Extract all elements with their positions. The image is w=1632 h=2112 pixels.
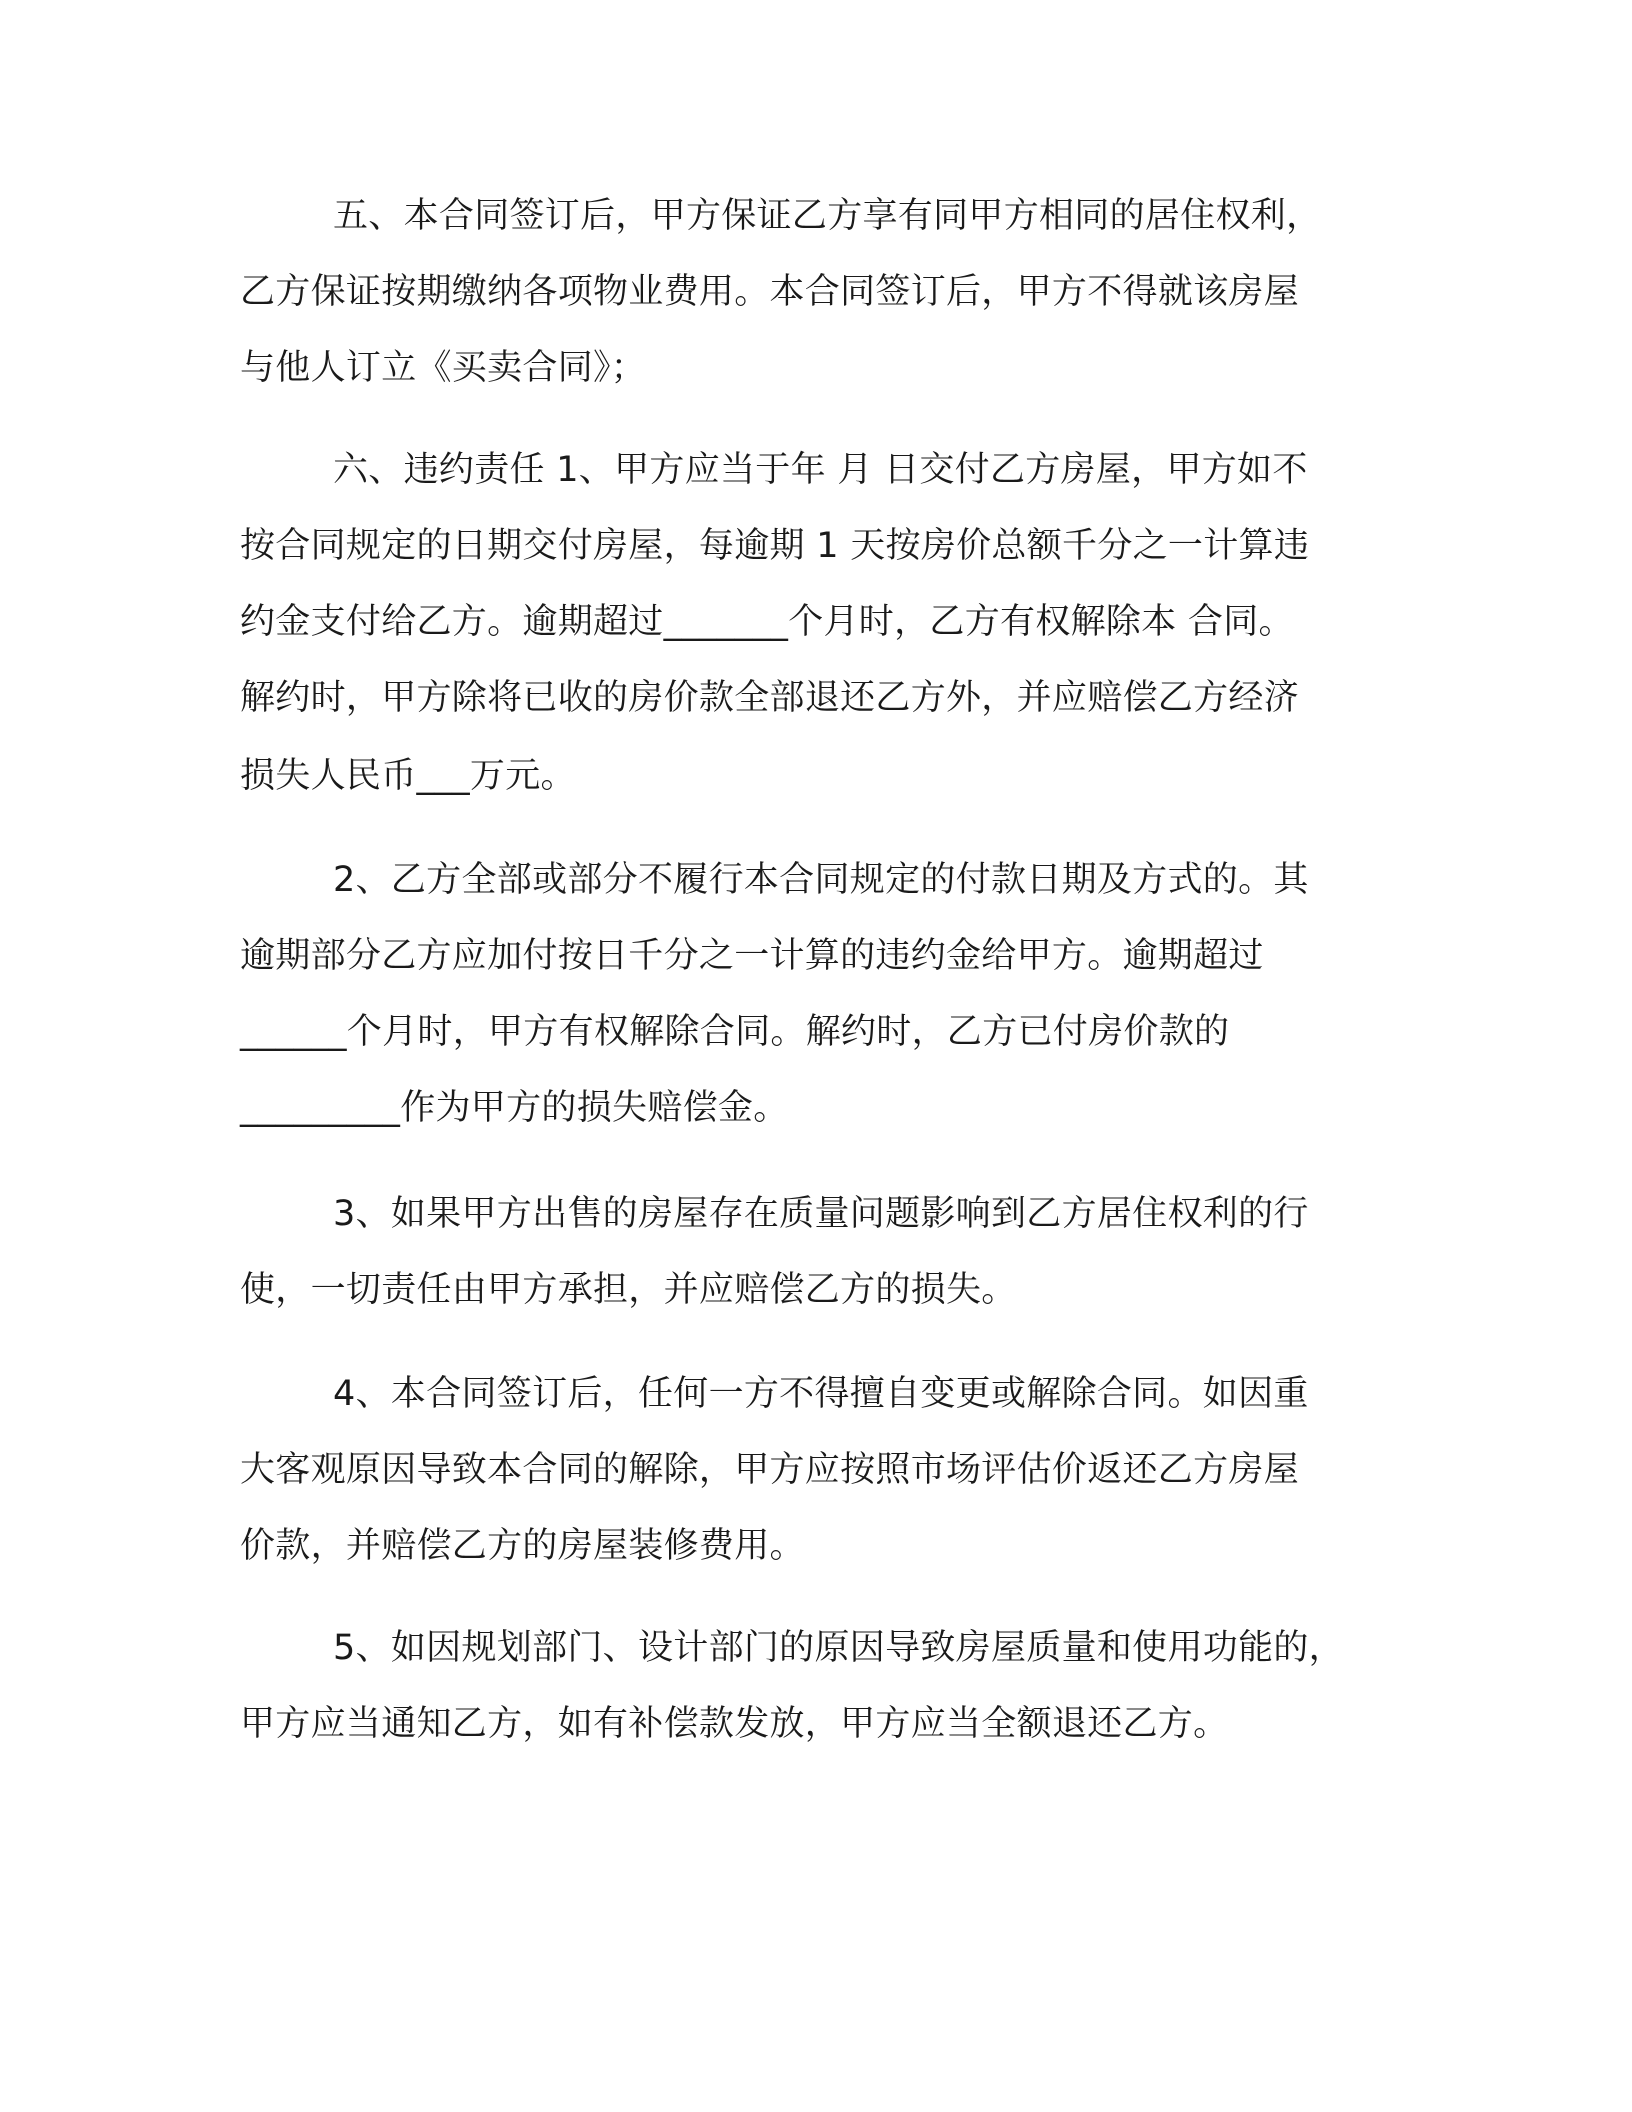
clause-6-item-4-line-3: 价款，并赔偿乙方的房屋装修费用。 xyxy=(240,1526,805,1566)
clause-6-item-3-line-1: 3、如果甲方出售的房屋存在质量问题影响到乙方居住权利的行 xyxy=(333,1194,1309,1234)
clause-6-item-1-line-2: 按合同规定的日期交付房屋，每逾期 1 天按房价总额千分之一计算违 xyxy=(240,526,1310,566)
clause-6-item-3-line-2: 使，一切责任由甲方承担，并应赔偿乙方的损失。 xyxy=(240,1270,1017,1310)
clause-6-item-4-line-2: 大客观原因导致本合同的解除，甲方应按照市场评估价返还乙方房屋 xyxy=(240,1450,1300,1490)
clause-6-item-4-line-1: 4、本合同签订后，任何一方不得擅自变更或解除合同。如因重 xyxy=(333,1374,1309,1414)
clause-5-line-2: 乙方保证按期缴纳各项物业费用。本合同签订后，甲方不得就该房屋 xyxy=(240,272,1300,312)
clause-6-item-1-line-1: 六、违约责任 1、甲方应当于年 月 日交付乙方房屋，甲方如不 xyxy=(333,450,1308,490)
clause-6-item-1-line-3: 约金支付给乙方。逾期超过_______个月时，乙方有权解除本 合同。 xyxy=(240,602,1294,642)
clause-6-item-2-line-1: 2、乙方全部或部分不履行本合同规定的付款日期及方式的。其 xyxy=(333,860,1309,900)
clause-5-line-1: 五、本合同签订后，甲方保证乙方享有同甲方相同的居住权利， xyxy=(333,196,1322,236)
clause-6-item-2-line-3: ______个月时，甲方有权解除合同。解约时，乙方已付房价款的 xyxy=(240,1012,1230,1052)
clause-6-item-2-line-4: _________作为甲方的损失赔偿金。 xyxy=(240,1088,789,1128)
clause-6-item-5-line-2: 甲方应当通知乙方，如有补偿款发放，甲方应当全额退还乙方。 xyxy=(240,1704,1229,1744)
clause-6-item-1-line-4: 解约时，甲方除将已收的房价款全部退还乙方外，并应赔偿乙方经济 xyxy=(240,678,1300,718)
clause-6-item-5-line-1: 5、如因规划部门、设计部门的原因导致房屋质量和使用功能的， xyxy=(333,1628,1344,1668)
clause-6-item-1-line-5: 损失人民币___万元。 xyxy=(240,756,576,796)
clause-6-item-2-line-2: 逾期部分乙方应加付按日千分之一计算的违约金给甲方。逾期超过 xyxy=(240,936,1264,976)
clause-5-line-3: 与他人订立《买卖合同》； xyxy=(240,348,647,388)
